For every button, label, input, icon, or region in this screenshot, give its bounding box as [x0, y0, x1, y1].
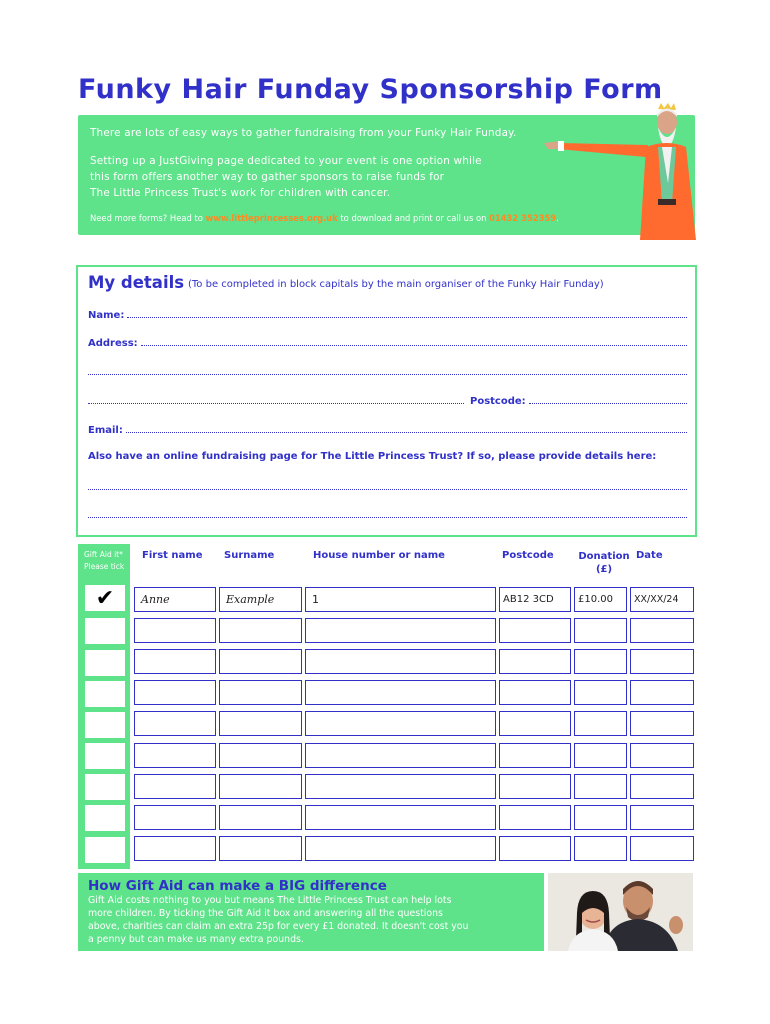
intro-line-2: Setting up a JustGiving page dedicated to your event is one option while — [90, 155, 482, 167]
date-cell[interactable] — [630, 618, 694, 643]
gift-aid-line-3: above, charities can claim an extra 25p for every £1 donated. It doesn't cost you — [88, 921, 469, 932]
gift-aid-checkbox[interactable] — [84, 680, 126, 708]
name-dotted-line[interactable] — [127, 309, 687, 318]
gift-aid-checkbox[interactable]: ✔ — [84, 584, 126, 612]
donation-cell[interactable] — [574, 743, 627, 768]
donation-cell[interactable] — [574, 711, 627, 736]
email-label: Email: — [88, 425, 123, 436]
pointing-man-illustration — [540, 103, 700, 240]
date-cell[interactable]: XX/XX/24 — [630, 587, 694, 612]
details-subheading: (To be completed in block capitals by the main organiser of the Funky Hair Funday) — [188, 279, 604, 290]
intro-contact-line — [90, 213, 559, 223]
address-postcode-row[interactable] — [88, 395, 687, 407]
house-cell[interactable] — [305, 649, 496, 674]
email-dotted-line[interactable] — [126, 424, 687, 433]
first-name-cell[interactable] — [134, 618, 216, 643]
house-cell[interactable] — [305, 836, 496, 861]
first-name-cell[interactable] — [134, 743, 216, 768]
house-cell[interactable] — [305, 680, 496, 705]
donation-cell[interactable] — [574, 649, 627, 674]
name-field[interactable] — [88, 309, 687, 321]
surname-cell[interactable] — [219, 618, 302, 643]
donation-cell[interactable] — [574, 805, 627, 830]
gift-aid-title: How Gift Aid can make a BIG difference — [88, 878, 387, 894]
first-name-cell[interactable]: Anne — [134, 587, 216, 612]
header-first-name: First name — [142, 550, 203, 561]
house-cell[interactable] — [305, 805, 496, 830]
gift-aid-line-2: more children. By ticking the Gift Aid it box and answering all the questions — [88, 908, 443, 919]
my-details-section — [76, 265, 697, 537]
donation-cell[interactable] — [574, 680, 627, 705]
header-house: House number or name — [313, 550, 445, 561]
postcode-cell[interactable] — [499, 805, 571, 830]
postcode-cell[interactable] — [499, 711, 571, 736]
gift-aid-checkbox[interactable] — [84, 836, 126, 864]
page-title: Funky Hair Funday Sponsorship Form — [78, 74, 663, 105]
child-and-man-photo — [548, 873, 693, 951]
gift-aid-label: Gift Aid it* — [84, 550, 123, 559]
address-line-2[interactable] — [88, 366, 687, 375]
address-field[interactable] — [88, 337, 687, 349]
date-cell[interactable] — [630, 774, 694, 799]
address-label: Address: — [88, 338, 138, 349]
contact-prefix: Need more forms? Head to — [90, 213, 206, 223]
online-page-question: Also have an online fundraising page for The Little Princess Trust? If so, please provide details here: — [88, 451, 657, 462]
address-dotted-line[interactable] — [141, 337, 687, 346]
donation-cell[interactable]: £10.00 — [574, 587, 627, 612]
donation-cell[interactable] — [574, 774, 627, 799]
postcode-cell[interactable] — [499, 743, 571, 768]
intro-line-1: There are lots of easy ways to gather fundraising from your Funky Hair Funday. — [90, 127, 517, 139]
house-cell[interactable]: 1 — [305, 587, 496, 612]
date-cell[interactable] — [630, 805, 694, 830]
contact-suffix: . — [556, 213, 559, 223]
header-date: Date — [636, 550, 663, 561]
house-cell[interactable] — [305, 618, 496, 643]
surname-cell[interactable]: Example — [219, 587, 302, 612]
header-surname: Surname — [224, 550, 275, 561]
gift-aid-line-4: a penny but can make us many extra pounds. — [88, 934, 304, 945]
gift-aid-checkbox[interactable] — [84, 617, 126, 645]
header-postcode: Postcode — [502, 550, 554, 561]
header-donation: Donation (£) — [578, 551, 630, 575]
postcode-dotted-line[interactable] — [529, 395, 687, 404]
pointing-arm — [558, 143, 648, 157]
date-cell[interactable] — [630, 680, 694, 705]
postcode-cell[interactable] — [499, 649, 571, 674]
date-cell[interactable] — [630, 836, 694, 861]
surname-cell[interactable] — [219, 649, 302, 674]
donation-cell[interactable] — [574, 618, 627, 643]
first-name-cell[interactable] — [134, 680, 216, 705]
online-details-line-1[interactable] — [88, 481, 687, 490]
gift-aid-line-1: Gift Aid costs nothing to you but means The Little Princess Trust can help lots — [88, 895, 452, 906]
house-cell[interactable] — [305, 743, 496, 768]
postcode-cell[interactable] — [499, 836, 571, 861]
postcode-label: Postcode: — [470, 396, 526, 407]
intro-line-4: The Little Princess Trust's work for children with cancer. — [90, 187, 391, 199]
postcode-cell[interactable] — [499, 774, 571, 799]
surname-cell[interactable] — [219, 680, 302, 705]
online-dotted-line-1[interactable] — [88, 481, 687, 490]
house-cell[interactable] — [305, 711, 496, 736]
gift-aid-checkbox[interactable] — [84, 804, 126, 832]
postcode-cell[interactable] — [499, 618, 571, 643]
name-label: Name: — [88, 310, 125, 321]
address-dotted-line-3[interactable] — [88, 395, 464, 404]
house-cell[interactable] — [305, 774, 496, 799]
intro-line-3: this form offers another way to gather sponsors to raise funds for — [90, 171, 445, 183]
gift-aid-info — [78, 873, 544, 951]
details-heading: My details — [88, 273, 185, 292]
phone-number[interactable]: 01432 352359 — [489, 213, 557, 223]
surname-cell[interactable] — [219, 743, 302, 768]
gift-aid-checkbox[interactable] — [84, 742, 126, 770]
surname-cell[interactable] — [219, 836, 302, 861]
online-details-line-2[interactable] — [88, 509, 687, 518]
first-name-cell[interactable] — [134, 836, 216, 861]
surname-cell[interactable] — [219, 711, 302, 736]
online-dotted-line-2[interactable] — [88, 509, 687, 518]
donation-cell[interactable] — [574, 836, 627, 861]
gift-aid-checkbox[interactable] — [84, 773, 126, 801]
gift-aid-checkbox[interactable] — [84, 649, 126, 677]
date-cell[interactable] — [630, 743, 694, 768]
contact-middle: to download and print or call us on — [337, 213, 490, 223]
gift-aid-checkbox[interactable] — [84, 711, 126, 739]
postcode-cell[interactable]: AB12 3CD — [499, 587, 571, 612]
first-name-cell[interactable] — [134, 805, 216, 830]
first-name-cell[interactable] — [134, 774, 216, 799]
postcode-cell[interactable] — [499, 680, 571, 705]
address-dotted-line-2[interactable] — [88, 366, 687, 375]
first-name-cell[interactable] — [134, 649, 216, 674]
surname-cell[interactable] — [219, 774, 302, 799]
email-field[interactable] — [88, 424, 687, 436]
surname-cell[interactable] — [219, 805, 302, 830]
gift-aid-column — [78, 544, 130, 869]
first-name-cell[interactable] — [134, 711, 216, 736]
date-cell[interactable] — [630, 711, 694, 736]
gift-aid-instruction: Please tick — [84, 562, 125, 571]
website-link[interactable]: www.littleprincesses.org.uk — [205, 213, 338, 223]
date-cell[interactable] — [630, 649, 694, 674]
